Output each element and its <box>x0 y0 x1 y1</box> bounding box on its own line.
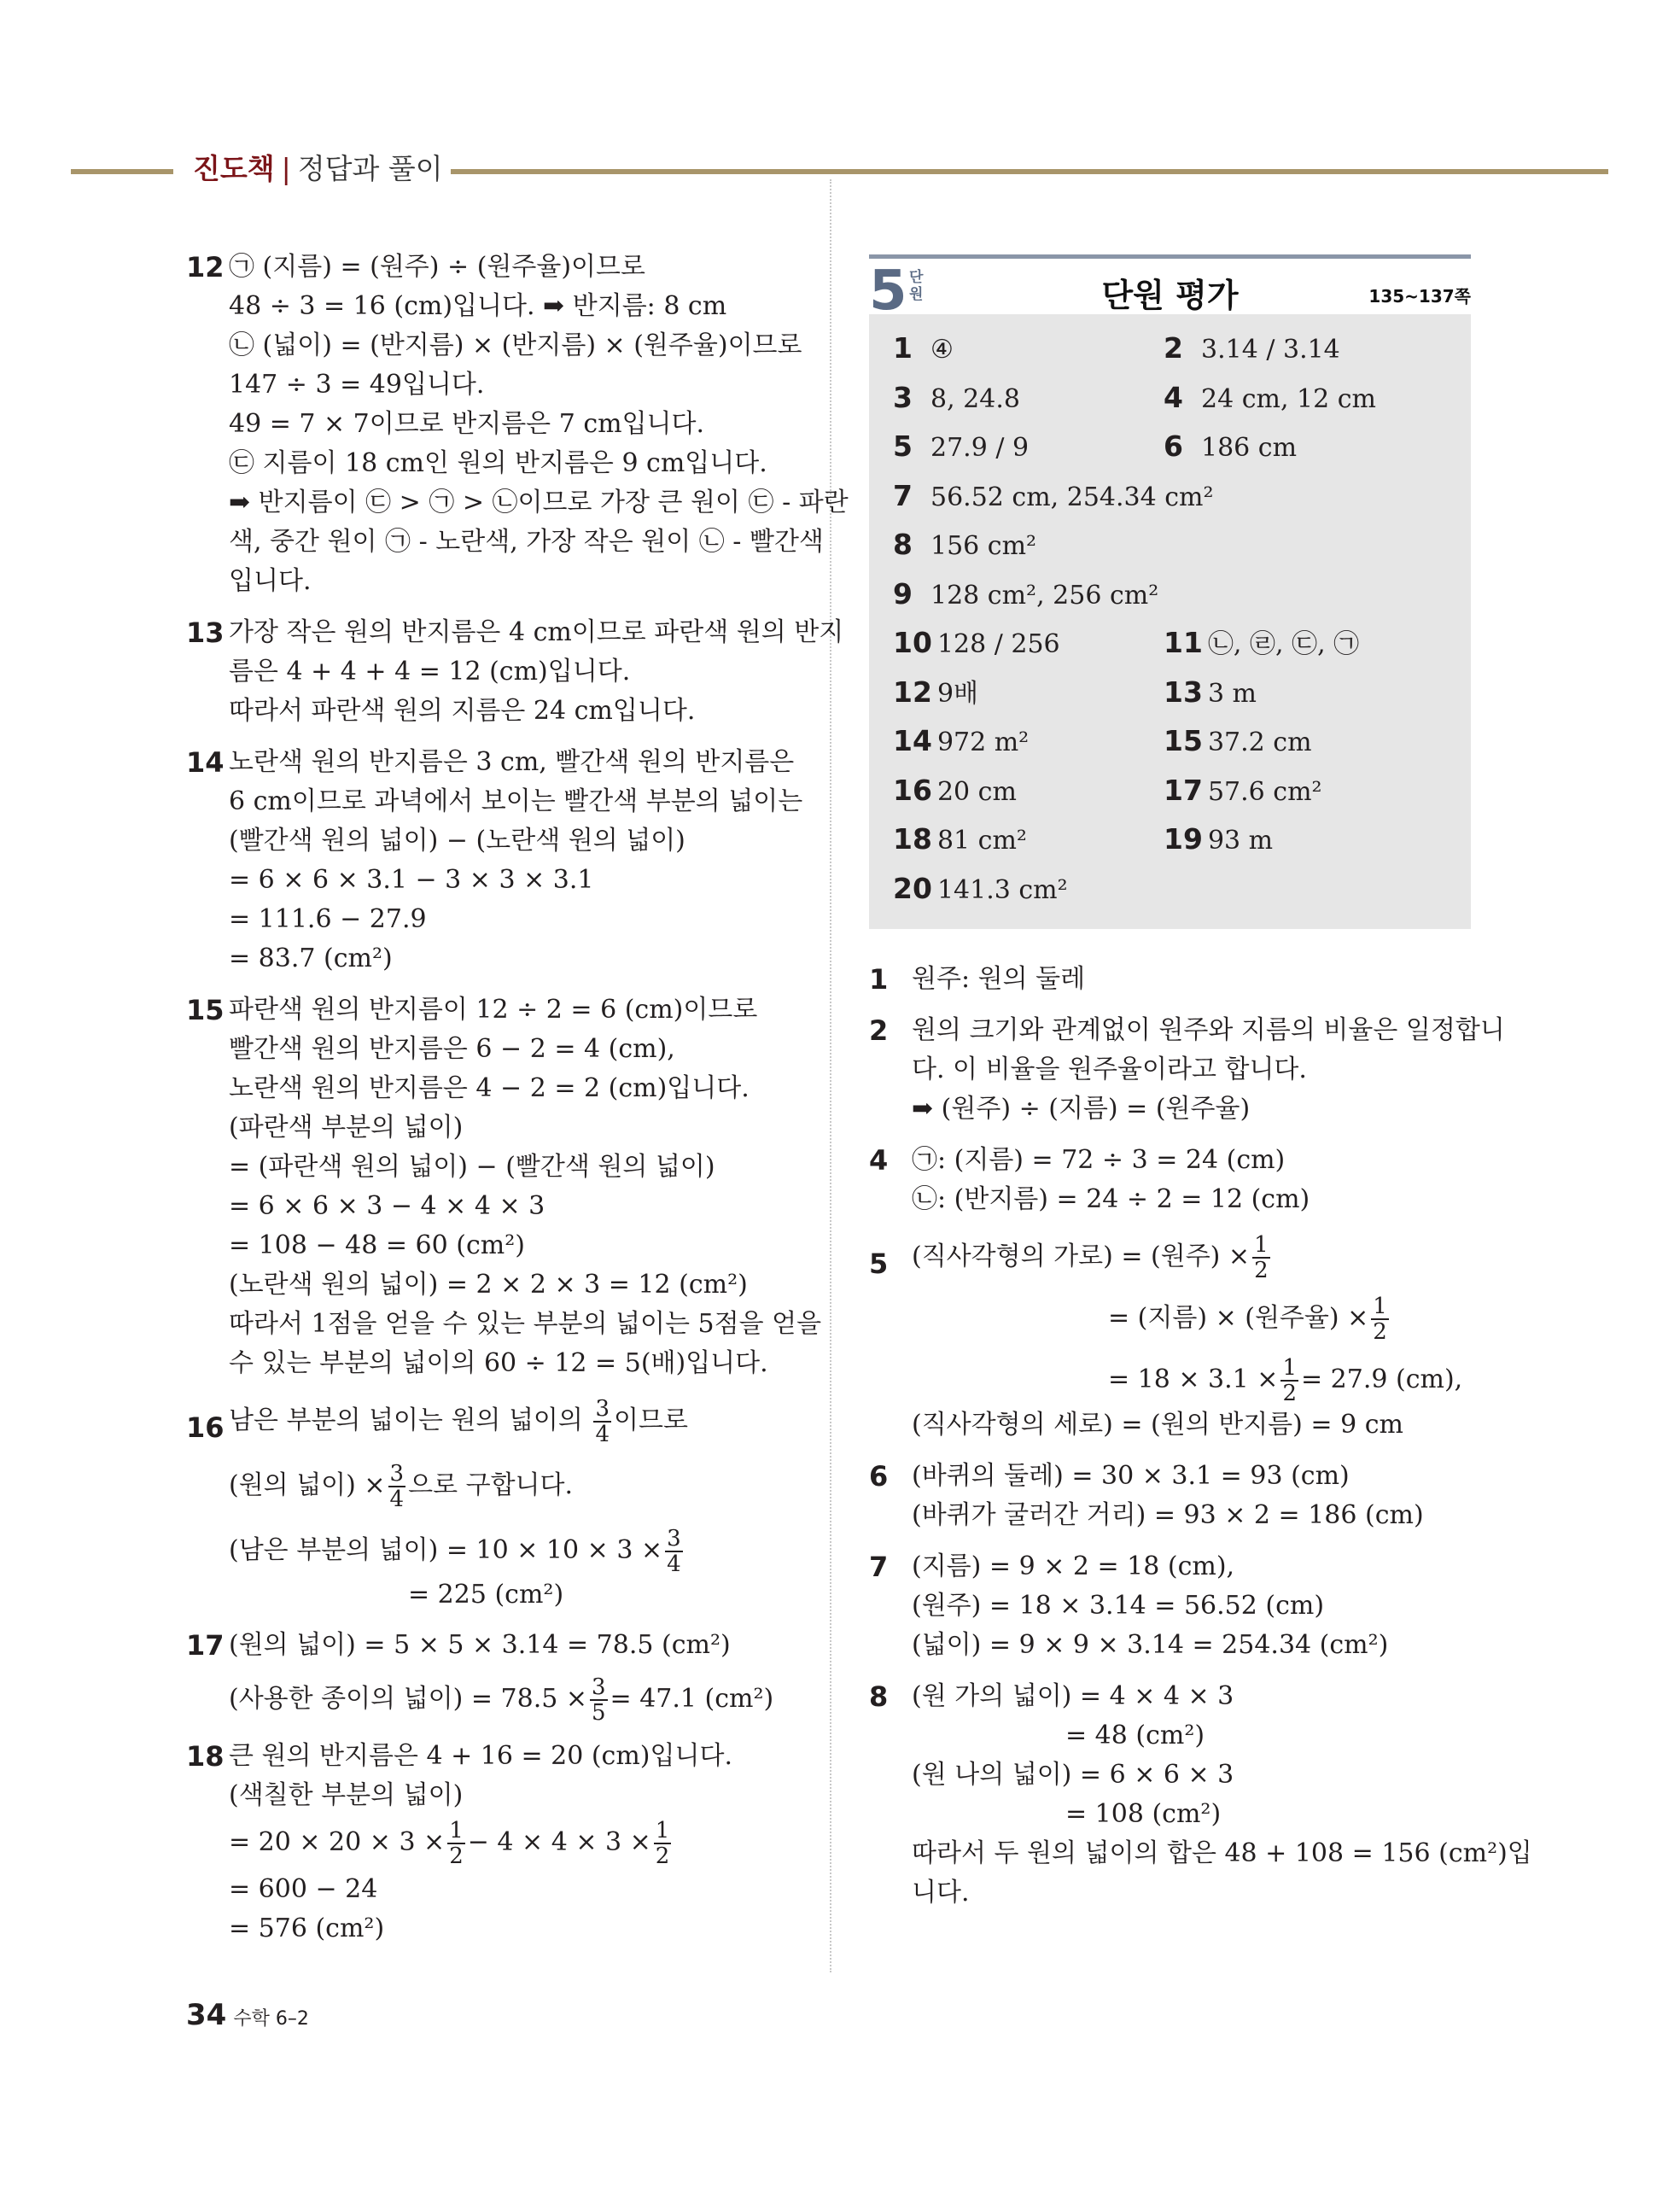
answer-value: 81 cm² <box>936 826 1027 856</box>
text: 으로 구합니다. <box>408 1470 574 1500</box>
solution-line <box>912 1293 1475 1344</box>
answer-number: 17 <box>1164 773 1203 807</box>
answer-value: 186 cm <box>1201 433 1298 463</box>
solution-line: (파란색 부분의 넓이) <box>229 1113 464 1142</box>
answer-6 <box>1164 429 1297 465</box>
solution-line: (바퀴가 굴러간 거리) = 93 × 2 = 186 (cm) <box>912 1500 1424 1530</box>
fraction <box>665 1527 683 1576</box>
spacer <box>186 601 796 613</box>
solution-line: = (파란색 원의 넓이) − (빨간색 원의 넓이) <box>229 1152 715 1182</box>
numerator: 1 <box>655 1818 670 1843</box>
numerator: 1 <box>1373 1294 1387 1319</box>
text: (직사각형의 가로) = (원주) × <box>912 1242 1251 1271</box>
answer-number: 20 <box>893 871 932 905</box>
unit-label-2: 원 <box>909 286 924 303</box>
problem-2 <box>869 1011 1505 1129</box>
answer-3 <box>893 381 1020 417</box>
book-title: 수학 6–2 <box>233 2008 309 2030</box>
solution-line: ㉠ (지름) = (원주) ÷ (원주율)이므로 <box>229 252 645 282</box>
text: = 20 × 20 × 3 × <box>229 1827 446 1857</box>
numerator: 3 <box>595 1396 610 1422</box>
solution-line: ➡ (원주) ÷ (지름) = (원주율) <box>912 1094 1251 1124</box>
answer-13 <box>1164 675 1257 711</box>
answer-number: 18 <box>893 822 932 856</box>
answer-7 <box>893 479 1214 515</box>
answer-number: 14 <box>893 724 932 757</box>
problem-1 <box>869 960 1475 999</box>
answer-value: 57.6 cm² <box>1207 776 1322 807</box>
problem-number: 14 <box>186 746 225 779</box>
denominator: 5 <box>592 1700 606 1726</box>
text: (남은 부분의 넓이) = 10 × 10 × 3 × <box>229 1535 663 1565</box>
solution-line: (바퀴의 둘레) = 30 × 3.1 = 93 (cm) <box>912 1461 1350 1491</box>
answer-number: 15 <box>1164 724 1203 757</box>
solution-line: 빨간색 원의 반지름은 6 − 2 = 4 (cm), <box>229 1034 675 1064</box>
answer-19 <box>1164 822 1273 858</box>
answer-number: 3 <box>893 380 913 414</box>
answer-value: 20 cm <box>936 776 1017 807</box>
page-header <box>193 147 443 187</box>
spacer <box>186 1725 796 1737</box>
solution-line <box>912 1231 1475 1282</box>
denominator: 2 <box>1282 1381 1297 1406</box>
answer-1 <box>893 331 954 367</box>
column-divider <box>830 179 831 1972</box>
fraction <box>590 1675 608 1725</box>
solution-line: 색, 중간 원이 ㉠ - 노란색, 가장 작은 원이 ㉡ - 빨간색 <box>229 527 824 557</box>
answer-value: 3.14 / 3.14 <box>1201 335 1340 365</box>
answer-value: 56.52 cm, 254.34 cm² <box>930 482 1214 512</box>
solution-line: 49 = 7 × 7이므로 반지름은 7 cm입니다. <box>229 409 705 439</box>
problem-number: 13 <box>186 616 225 649</box>
solution-line <box>229 1815 796 1870</box>
answer-number: 10 <box>893 626 932 659</box>
answer-number: 6 <box>1164 429 1183 463</box>
solution-line: = 48 (cm²) <box>1065 1721 1205 1750</box>
fraction <box>593 1397 611 1446</box>
header-title-sub: 정답과 풀이 <box>297 152 443 185</box>
problem-12 <box>186 248 849 601</box>
fraction <box>654 1819 672 1868</box>
solution-line: 147 ÷ 3 = 49입니다. <box>229 370 485 400</box>
problem-number: 8 <box>869 1680 889 1713</box>
spacer <box>869 1219 1475 1231</box>
solution-line: (넓이) = 9 × 9 × 3.14 = 254.34 (cm²) <box>912 1630 1389 1660</box>
solution-line <box>229 1460 796 1511</box>
answer-number: 12 <box>893 675 932 709</box>
solution-line: = 111.6 − 27.9 <box>229 904 427 934</box>
problem-17 <box>186 1626 796 1725</box>
right-problem-list-2 <box>869 1445 1475 1665</box>
unit-evaluation-box <box>869 254 1471 929</box>
solution-line: (원주) = 18 × 3.14 = 56.52 (cm) <box>912 1591 1325 1621</box>
solution-line: ㉠: (지름) = 72 ÷ 3 = 24 (cm) <box>912 1145 1286 1175</box>
answer-8 <box>893 528 1036 564</box>
answer-number: 16 <box>893 773 932 807</box>
solution-line: (노란색 원의 넓이) = 2 × 2 × 3 = 12 (cm²) <box>229 1270 748 1300</box>
problem-number: 16 <box>186 1411 225 1444</box>
problem-number: 6 <box>869 1460 889 1493</box>
header-rule-left <box>71 169 173 174</box>
text: (원의 넓이) × <box>229 1470 386 1500</box>
page-number: 34 <box>186 1998 227 2032</box>
solution-line: 노란색 원의 반지름은 4 − 2 = 2 (cm)입니다. <box>229 1073 750 1103</box>
problem-13 <box>186 613 844 731</box>
header-separator: | <box>281 152 291 185</box>
answer-14 <box>893 724 1029 760</box>
solution-line: = 108 − 48 = 60 (cm²) <box>229 1230 525 1260</box>
spacer <box>186 1383 796 1395</box>
solution-line <box>229 1395 796 1446</box>
solution-line: 원주: 원의 둘레 <box>912 964 1086 994</box>
spacer <box>869 1445 1475 1457</box>
numerator: 3 <box>592 1674 606 1700</box>
numerator: 3 <box>667 1526 681 1551</box>
text: 이므로 <box>613 1405 688 1435</box>
denominator: 2 <box>1373 1319 1387 1345</box>
answer-number: 19 <box>1164 822 1203 856</box>
numerator: 1 <box>449 1818 464 1843</box>
answer-number: 13 <box>1164 675 1203 709</box>
solution-line: = 6 × 6 × 3 − 4 × 4 × 3 <box>229 1191 545 1221</box>
answer-2 <box>1164 331 1340 367</box>
problem-number: 7 <box>869 1551 889 1583</box>
answer-value: 3 m <box>1207 678 1257 709</box>
solution-line <box>229 1674 796 1725</box>
solution-line: = 225 (cm²) <box>408 1580 564 1610</box>
problem-number: 12 <box>186 251 225 283</box>
fraction <box>447 1819 465 1868</box>
answer-value: 8, 24.8 <box>930 383 1020 414</box>
solution-line: = 108 (cm²) <box>1065 1799 1222 1829</box>
solution-line: ㉢ 지름이 18 cm인 원의 반지름은 9 cm입니다. <box>229 448 767 478</box>
text: = 47.1 (cm²) <box>610 1684 774 1714</box>
text: = (지름) × (원주율) × <box>1108 1303 1369 1333</box>
fraction <box>1280 1356 1298 1405</box>
answer-5 <box>893 429 1029 465</box>
answer-value: 27.9 / 9 <box>930 433 1030 463</box>
fraction <box>1371 1294 1389 1344</box>
text: (사용한 종이의 넓이) = 78.5 × <box>229 1684 587 1714</box>
eval-header <box>869 259 1471 323</box>
text: − 4 × 4 × 3 × <box>467 1827 651 1857</box>
solution-line: 큰 원의 반지름은 4 + 16 = 20 (cm)입니다. <box>229 1741 732 1771</box>
solution-line: (지름) = 9 × 2 = 18 (cm), <box>912 1551 1235 1581</box>
problem-8 <box>869 1677 1532 1913</box>
numerator: 1 <box>1282 1355 1297 1381</box>
answer-number: 11 <box>1164 626 1203 659</box>
unit-number: 5 <box>869 260 907 323</box>
spacer <box>869 1129 1475 1141</box>
fraction <box>388 1462 406 1511</box>
answer-number: 4 <box>1164 380 1183 414</box>
answer-12 <box>893 675 978 711</box>
answer-17 <box>1164 774 1322 809</box>
problem-15 <box>186 990 822 1383</box>
text: 남은 부분의 넓이는 원의 넓이의 <box>229 1405 583 1435</box>
solution-line: 원의 크기와 관계없이 원주와 지름의 비율은 일정합니 <box>912 1015 1505 1045</box>
spacer <box>186 1614 796 1626</box>
denominator: 4 <box>595 1422 610 1447</box>
solution-line: ㉡: (반지름) = 24 ÷ 2 = 12 (cm) <box>912 1184 1310 1214</box>
solution-line: 름은 4 + 4 + 4 = 12 (cm)입니다. <box>229 657 631 687</box>
answer-15 <box>1164 724 1312 760</box>
solution-line: = 6 × 6 × 3.1 − 3 × 3 × 3.1 <box>229 865 594 895</box>
problem-number: 4 <box>869 1144 889 1177</box>
solution-line: = 83.7 (cm²) <box>229 944 393 973</box>
spacer <box>869 948 1475 960</box>
solution-line: 따라서 파란색 원의 지름은 24 cm입니다. <box>229 696 696 726</box>
problem-6 <box>869 1457 1475 1535</box>
answer-value: 24 cm, 12 cm <box>1201 383 1376 414</box>
answer-number: 8 <box>893 528 913 561</box>
problem-number: 2 <box>869 1014 889 1047</box>
answer-number: 1 <box>893 331 913 365</box>
problem-number: 15 <box>186 994 225 1026</box>
denominator: 4 <box>667 1551 681 1577</box>
page-footer <box>186 1998 309 2032</box>
problem-5 <box>869 1231 1475 1445</box>
text: = 27.9 (cm), <box>1301 1364 1463 1394</box>
problem-7 <box>869 1547 1475 1665</box>
answer-value: ④ <box>930 335 954 365</box>
solution-line: 입니다. <box>229 566 312 596</box>
answer-value: 9배 <box>936 678 979 709</box>
right-column <box>869 948 1532 1913</box>
right-problem-list <box>869 948 1505 1219</box>
spacer <box>869 999 1475 1011</box>
unit-label-1: 단 <box>909 269 924 286</box>
solution-line: ㉡ (넓이) = (반지름) × (반지름) × (원주율)이므로 <box>229 330 802 360</box>
text: = 18 × 3.1 × <box>1108 1364 1279 1394</box>
answer-20 <box>893 872 1068 908</box>
fraction <box>1252 1233 1270 1282</box>
problem-number: 18 <box>186 1740 225 1773</box>
problem-18 <box>186 1737 796 1949</box>
solution-line: ➡ 반지름이 ㉢ > ㉠ > ㉡이므로 가장 큰 원이 ㉢ - 파란 <box>229 488 849 517</box>
solution-line: 가장 작은 원의 반지름은 4 cm이므로 파란색 원의 반지 <box>229 617 844 647</box>
eval-page-range: 135~137쪽 <box>1368 286 1471 307</box>
solution-line: 따라서 1점을 얻을 수 있는 부분의 넓이는 5점을 얻을 <box>229 1309 822 1339</box>
solution-line <box>229 1525 796 1576</box>
denominator: 2 <box>655 1843 670 1869</box>
spacer <box>869 1535 1475 1547</box>
solution-line: 수 있는 부분의 넓이의 60 ÷ 12 = 5(배)입니다. <box>229 1348 768 1378</box>
solution-line: 6 cm이므로 과녁에서 보이는 빨간색 부분의 넓이는 <box>229 786 803 816</box>
left-column <box>186 248 849 1949</box>
answer-11 <box>1164 626 1359 662</box>
answer-16 <box>893 774 1017 809</box>
spacer <box>869 1665 1475 1677</box>
header-rule-right <box>451 169 1608 174</box>
answer-value: 128 cm², 256 cm² <box>930 580 1159 611</box>
spacer <box>186 979 796 990</box>
problem-number: 5 <box>869 1247 889 1280</box>
solution-line: 따라서 두 원의 넓이의 합은 48 + 108 = 156 (cm²)입 <box>912 1838 1532 1868</box>
spacer <box>186 731 796 743</box>
solution-line: (원 가의 넓이) = 4 × 4 × 3 <box>912 1681 1234 1711</box>
solution-line: (직사각형의 세로) = (원의 반지름) = 9 cm <box>912 1410 1403 1440</box>
numerator: 3 <box>389 1461 405 1487</box>
solution-line: (색칠한 부분의 넓이) <box>229 1780 464 1810</box>
solution-line: 노란색 원의 반지름은 3 cm, 빨간색 원의 반지름은 <box>229 747 795 777</box>
answer-value: 141.3 cm² <box>936 874 1068 905</box>
eval-title: 단원 평가 <box>1101 277 1239 314</box>
answer-10 <box>893 626 1060 662</box>
answer-number: 5 <box>893 429 913 463</box>
answer-value: 972 m² <box>936 727 1030 757</box>
problem-16 <box>186 1395 796 1614</box>
solution-line: 니다. <box>912 1878 970 1908</box>
solution-line: = 576 (cm²) <box>229 1913 385 1943</box>
answer-number: 7 <box>893 478 913 512</box>
answer-18 <box>893 822 1027 858</box>
solution-line: (빨간색 원의 넓이) − (노란색 원의 넓이) <box>229 826 685 856</box>
answer-value: 156 cm² <box>930 531 1037 561</box>
denominator: 2 <box>1254 1258 1269 1283</box>
denominator: 2 <box>449 1843 464 1869</box>
denominator: 4 <box>389 1487 405 1512</box>
answer-value: ㉡, ㉣, ㉢, ㉠ <box>1207 629 1360 659</box>
left-problem-list <box>186 248 849 1383</box>
answer-4 <box>1164 381 1376 417</box>
answer-number: 9 <box>893 576 913 611</box>
solution-line: 다. 이 비율을 원주율이라고 합니다. <box>912 1055 1307 1084</box>
problem-number: 17 <box>186 1629 225 1662</box>
solution-line: 48 ÷ 3 = 16 (cm)입니다. ➡ 반지름: 8 cm <box>229 291 727 321</box>
answer-9 <box>893 577 1158 613</box>
answer-value: 93 m <box>1207 826 1274 856</box>
numerator: 1 <box>1254 1232 1269 1258</box>
problem-number: 1 <box>869 963 889 996</box>
solution-line: 파란색 원의 반지름이 12 ÷ 2 = 6 (cm)이므로 <box>229 995 758 1025</box>
problem-14 <box>186 743 803 979</box>
answer-value: 37.2 cm <box>1207 727 1312 757</box>
solution-line: (원 나의 넓이) = 6 × 6 × 3 <box>912 1760 1234 1790</box>
solution-line: (원의 넓이) = 5 × 5 × 3.14 = 78.5 (cm²) <box>229 1630 731 1660</box>
answer-number: 2 <box>1164 331 1183 365</box>
problem-4 <box>869 1141 1475 1219</box>
answer-value: 128 / 256 <box>936 629 1060 659</box>
solution-line <box>912 1354 1475 1405</box>
solution-line: = 600 − 24 <box>229 1874 378 1904</box>
header-title-main: 진도책 <box>193 152 275 185</box>
